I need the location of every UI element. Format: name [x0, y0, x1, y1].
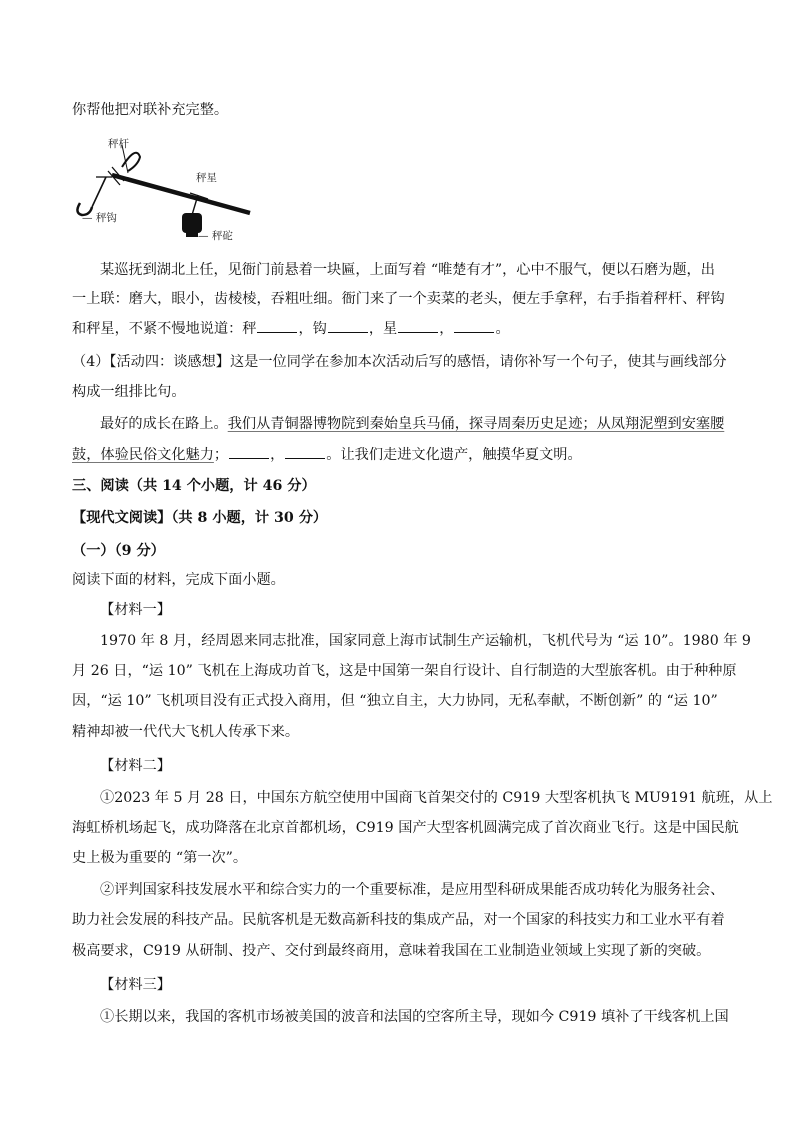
material-1-line-3: 因，“运 10” 飞机项目没有正式投入商用，但 “独立自主，大力协同，无私奉献，不断创新” 的 “运 10” — [72, 693, 718, 709]
material-2-line-4: ②评判国家科技发展水平和综合实力的一个重要标准，是应用型科研成果能否成功转化为服务社会、 — [100, 882, 725, 898]
q4-line-4: 鼓，体验民俗文化魅力； ， 。让我们走进文化遗产，触摸华夏文明。 — [72, 447, 582, 463]
material-1-title: 【材料一】 — [100, 602, 171, 618]
story-line-1: 某巡抚到湖北上任，见衙门前悬着一块匾，上面写着 “唯楚有才”，心中不服气，便以石磨为题，出 — [100, 262, 715, 278]
story-line-3: 和秤星，不紧不慢地说道：秤 ，钩 ，星 ， 。 — [72, 321, 510, 337]
q4-line-3: 最好的成长在路上。我们从青铜器博物院到秦始皇兵马俑，探寻周秦历史足迹；从凤翔泥塑到安塞腰 — [100, 416, 725, 432]
label-chenggou: — 秤钩 — [82, 212, 117, 224]
label-chengxing: 秤星 — [196, 172, 217, 184]
part-heading: （一）（9 分） — [72, 543, 165, 559]
material-2-line-1: ①2023 年 5 月 28 日，中国东方航空使用中国商飞首架交付的 C919 大型客机执飞 MU9191 航班，从上 — [100, 790, 773, 806]
q4-line-2: 构成一组排比句。 — [72, 384, 186, 400]
material-2-title: 【材料二】 — [100, 758, 171, 774]
label-chengtuo: — 秤砣 — [198, 230, 233, 242]
material-2-line-3: 史上极为重要的 “第一次”。 — [72, 850, 248, 866]
material-3-title: 【材料三】 — [100, 977, 171, 993]
material-2-line-6: 极高要求，C919 从研制、投产、交付到最终商用，意味着我国在工业制造业领域上实现了新的突破。 — [72, 943, 711, 959]
subsection-heading: 【现代文阅读】（共 8 小题，计 30 分） — [72, 510, 328, 526]
intro-text: 你帮他把对联补充完整。 — [72, 102, 229, 118]
material-2-line-5: 助力社会发展的科技产品。民航客机是无数高新科技的集成产品，对一个国家的科技实力和工业水平有着 — [72, 912, 725, 928]
instruction: 阅读下面的材料，完成下面小题。 — [72, 572, 285, 588]
section-heading: 三、阅读（共 14 个小题，计 46 分） — [72, 478, 316, 494]
story-line-2: 一上联：磨大，眼小，齿棱棱，吞粗吐细。衙门来了一个卖菜的老头，便左手拿秤，右手指着秤杆、秤钩 — [72, 291, 725, 307]
material-1-line-4: 精神却被一代代大飞机人传承下来。 — [72, 724, 300, 740]
material-1-line-1: 1970 年 8 月，经周恩来同志批准，国家同意上海市试制生产运输机，飞机代号为 “运 10”。1980 年 9 — [100, 633, 751, 649]
material-1-line-2: 月 26 日，“运 10” 飞机在上海成功首飞，这是中国第一架自行设计、自行制造的大型旅客机。由于种种原 — [72, 663, 737, 679]
steelyard-figure — [72, 135, 262, 250]
q4-line-1: （4）【活动四：谈感想】这是一位同学在参加本次活动后写的感悟，请你补写一个句子，使其与画线部分 — [72, 354, 727, 370]
material-3-line-1: ①长期以来，我国的客机市场被美国的波音和法国的空客所主导，现如今 C919 填补了干线客机上国 — [100, 1009, 729, 1025]
material-2-line-2: 海虹桥机场起飞，成功降落在北京首都机场，C919 国产大型客机圆满完成了首次商业飞行。这是中国民航 — [72, 820, 739, 836]
label-chenggan: 秤杆 — [108, 138, 129, 150]
